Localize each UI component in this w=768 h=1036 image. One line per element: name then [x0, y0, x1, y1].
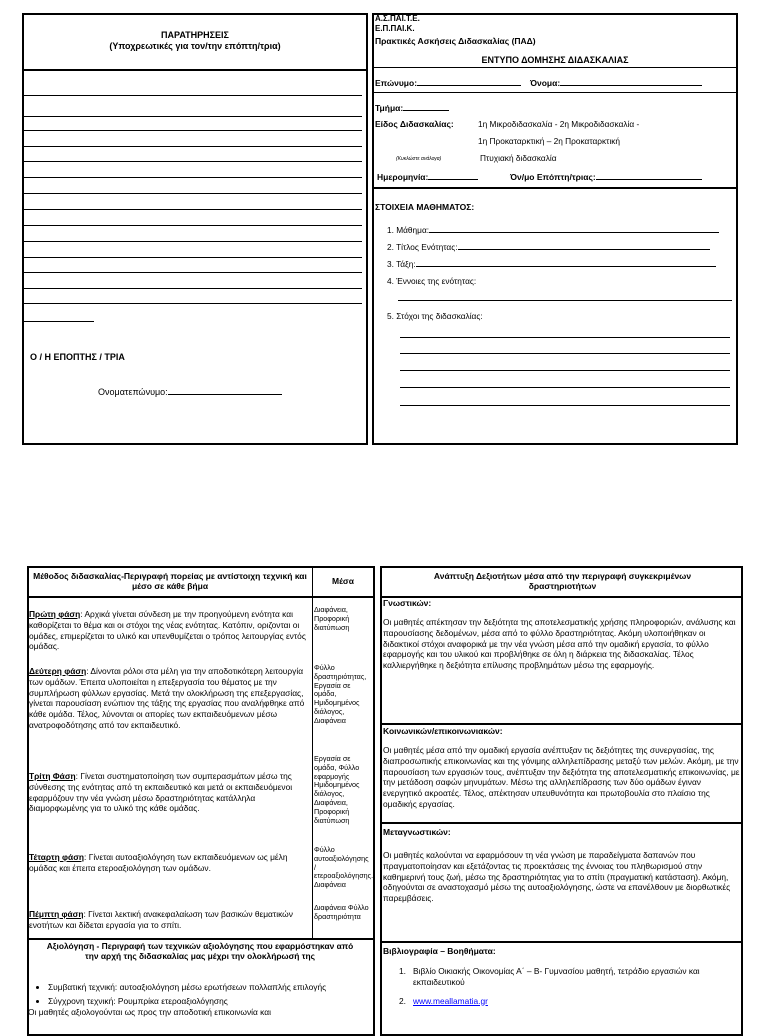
- write-line: [24, 177, 362, 178]
- bibliography-list: 1. Βιβλίο Οικιακής Οικονομίας Α΄ – Β- Γυμνασίου μαθητή, τετράδιο εργασιών και εκπαιδευτικού 2. www.meallamatia.gr: [399, 966, 700, 1006]
- lesson-item: 3. Τάξη:: [387, 258, 716, 269]
- write-line: [24, 241, 362, 242]
- write-line: [398, 300, 732, 301]
- write-line: [400, 405, 730, 406]
- write-line: [24, 209, 362, 210]
- divider: [28, 938, 374, 940]
- assessment-item: • Συμβατική τεχνική: αυτοαξιολόγηση μέσω ερωτήσεων πολλαπλής επιλογής: [48, 982, 365, 993]
- divider: [373, 187, 737, 189]
- assessment-item: • Σύγχρονη τεχνική: Ρουμπρίκα ετεροαξιολόγησης: [48, 996, 365, 1007]
- write-line: [400, 370, 730, 371]
- write-line: [24, 130, 362, 131]
- means-header: Μέσα: [332, 576, 354, 586]
- divider: [373, 67, 737, 68]
- lesson-item: 2. Τίτλος Ενότητας:: [387, 241, 710, 252]
- supervisor-name-label: Ονοματεπώνυμο:: [98, 386, 282, 397]
- section-field: Τμήμα:: [375, 102, 449, 113]
- observations-title: ΠΑΡΑΤΗΡΗΣΕΙΣ: [161, 30, 229, 40]
- phase-4-means: Φύλλο αυτοαξιολόγησης / ετεροαξιολόγησης. Διαφάνεια: [314, 845, 374, 890]
- lesson-item: 5. Στόχοι της διδασκαλίας:: [387, 311, 483, 321]
- program-name: Πρακτικές Ασκήσεις Διδασκαλίας (ΠΑΔ): [375, 36, 536, 46]
- write-line: [24, 272, 362, 273]
- write-line: [24, 225, 362, 226]
- divider: [381, 596, 742, 598]
- write-line: [24, 193, 362, 194]
- teaching-type-option: 1η Μικροδιδασκαλία - 2η Μικροδιδασκαλία -: [478, 119, 640, 129]
- supervisor-heading: Ο / Η ΕΠΟΠΤΗΣ / ΤΡΙΑ: [30, 352, 125, 362]
- supervisor-field: Όν/μο Επόπτη/τριας:: [510, 171, 702, 182]
- teaching-type-option: 1η Προκαταρκτική – 2η Προκαταρκτική: [478, 136, 621, 146]
- divider: [381, 822, 742, 824]
- phase-3-means: Εργασία σε ομάδα, Φύλλο εφαρμογής Ημιδομημένος διάλογος, Διαφάνεια, Προφορική διατύπωση: [314, 754, 360, 825]
- assessment-list: [30, 982, 365, 1017]
- lesson-item: 4. Έννοιες της ενότητας:: [387, 276, 477, 286]
- cognitive-text: Οι μαθητές απέκτησαν την δεξιότητα της αποτελεσματικής χρήσης πληροφοριών, ανάλυσης και παρουσίασης δεδομένων, μέσα από το φύλλο δραστηριότητας. Ακόμη υλοποιήθηκαν οι διδακτικοί στόχοι αναφορικά με την νέα γνώση μέσα από την ομαδική εργασία, το φύλλο εφαρμογής και του υλικού και προβλήθηκε σε όλη η διάρκεια της διδασκαλίας. Τέλος καλλιεργήθηκε η δεξιότητα επίλυσης προβλημάτων μέσω της εφαρμογής.: [383, 617, 736, 671]
- skills-header: Ανάπτυξη Δεξιοτήτων μέσα από την περιγραφή συγκεκριμένων δραστηριοτήτων: [433, 571, 692, 591]
- assessment-tail: Οι μαθητές αξιολογούνται ως προς την αποδοτική επικοινωνία και: [28, 1006, 271, 1017]
- method-header: Μέθοδος διδασκαλίας-Περιγραφή πορείας με αντίστοιχη τεχνική και μέσο σε κάθε βήμα: [33, 571, 307, 591]
- write-line: [24, 116, 362, 117]
- divider: [381, 941, 742, 943]
- bibliography-item: Βιβλίο Οικιακής Οικονομίας Α΄ – Β- Γυμνασίου μαθητή, τετράδιο εργασιών και εκπαιδευτικού: [413, 966, 700, 987]
- write-line: [400, 387, 730, 388]
- divider: [28, 596, 374, 598]
- phase-1: Πρώτη φάση: Αρχικά γίνεται σύνδεση με την προηγούμενη ενότητα και καθορίζεται το θέμα και οι στόχοι της νέας ενότητας. Κατόπιν, οριζονται οι ομάδες, επιμερίζεται το υλικό και υπενθυμίζεται ο τρόπος λειτουργίας εντός ομάδας.: [29, 609, 306, 652]
- bibliography-heading: Βιβλιογραφία – Βοηθήματα:: [383, 946, 496, 956]
- cognitive-title: Γνωστικών:: [383, 598, 432, 608]
- phase-2-means: Φύλλο δραστηριότητας, Εργασία σε ομάδα, Ημιδομημένος διάλογος, Διαφάνεια: [314, 663, 367, 725]
- metacognitive-text: Οι μαθητές καλούνται να εφαρμόσουν τη νέα γνώση με παραδείγματα δαπανών που πραγματοποίησαν και εξετάζοντας τις προεκτάσεις της έννοιας του πληθωρισμού στην καθημερινή τους ζωή, μέσω της δραστηριότητας για το σπίτι (πραγματική κατάσταση). Ακόμη, οδηγούνται σε αναστοχασμό μέσω της αυτοαξιολόγησης, ώστε να επανέλθουν με διορθωτικές παρεμβάσεις.: [383, 850, 731, 904]
- write-line: [24, 257, 362, 258]
- metacognitive-title: Μεταγνωστικών:: [383, 827, 451, 837]
- lesson-item: 1. Μάθημα:: [387, 224, 719, 235]
- write-line: [24, 146, 362, 147]
- phase-4: Τέταρτη φάση: Γίνεται αυτοαξιολόγηση των εκπαιδευόμενων ως μέλη ομάδας και έπειτα ετεροαξιολόγηση των ομάδων.: [29, 852, 288, 873]
- write-line: [24, 321, 94, 322]
- org-name-2: Ε.Π.ΠΑΙ.Κ.: [375, 24, 415, 33]
- write-line: [24, 161, 362, 162]
- bibliography-link[interactable]: www.meallamatia.gr: [413, 995, 488, 1006]
- observations-box: [22, 13, 368, 445]
- surname-field: Επώνυμο:: [375, 77, 521, 88]
- observations-header-divider: [23, 69, 367, 71]
- lesson-heading: ΣΤΟΙΧΕΙΑ ΜΑΘΗΜΑΤΟΣ:: [375, 202, 475, 212]
- write-line: [24, 95, 362, 96]
- divider: [373, 92, 737, 93]
- write-line: [400, 337, 730, 338]
- social-text: Οι μαθητές μέσα από την ομαδική εργασία ανέπτυξαν τις δεξιότητες της συνεργασίας, της διαπροσωπικής επικοινωνίας και της γόνιμης αλληλεπίδρασης μεταξύ των μελών. Ακόμη, με την παρουσίαση των εργασιών τους, ανέπτυξαν την δεξιότητα της αποτελεσματικής επικοινωνίας, με την μετάδοση σαφών μηνυμάτων. Μέσω της αλληλεπίδρασης των δύο ομάδων έγιναν ενεργητικό ακροατές. Τέλος, απέκτησαν υπευθυνότητα και πρωτοβουλία στο πλαίσιο της ομαδικής εργασίας.: [383, 745, 740, 809]
- form-title: ΕΝΤΥΠΟ ΔΟΜΗΣΗΣ ΔΙΔΑΣΚΑΛΙΑΣ: [481, 55, 629, 65]
- observations-subtitle: (Υποχρεωτικές για τον/την επόπτη/τρια): [109, 41, 281, 51]
- circle-note: (Κυκλώστε ανάλογα): [396, 156, 442, 162]
- phase-5-means: Διαφάνεια Φύλλο δραστηριότητα: [314, 903, 369, 921]
- write-line: [24, 303, 362, 304]
- write-line: [400, 353, 730, 354]
- teaching-type-option: Πτυχιακή διδασκαλία: [480, 153, 557, 163]
- phase-1-means: Διαφάνεια, Προφορική διατύπωση: [314, 605, 350, 632]
- write-line: [24, 288, 362, 289]
- social-title: Κοινωνικών/επικοινωνιακών:: [383, 726, 503, 736]
- phase-5: Πέμπτη φάση: Γίνεται λεκτική ανακεφαλαίωση των βασικών θεματικών ενοτήτων και δίδεται εργασία για το σπίτι.: [29, 909, 293, 930]
- phase-2: Δεύτερη φάση: Δίνονται ρόλοι στα μέλη για την αποδοτικότερη λειτουργία των ομάδων. Έπειτα υλοποιείται η επεξεργασία του θέματος με την συμπλήρωση φύλλων εργασίας. Μετά την ολοκλήρωση της επεξεργασίας, γίνεται παρουσίαση ενώπιον της τάξης της εργασίας που αναλήφθηκε από κάθε ομάδα. Τέλος, λύνονται οι απορίες των εκπαιδευόμενων μέσω ανατροφοδότησης από τον εκπαιδευτικό.: [29, 666, 305, 730]
- teaching-type-label: Είδος Διδασκαλίας:: [375, 119, 454, 129]
- date-field: Ημερομηνία:: [377, 171, 478, 182]
- firstname-field: Όνομα:: [530, 77, 702, 88]
- divider: [381, 723, 742, 725]
- column-divider: [312, 567, 313, 938]
- phase-3: Τρίτη Φάση: Γίνεται συστηματοποίηση των συμπερασμάτων μέσω της σύνθεσης της ενότητας από τη εκπαιδευτικό και μετά οι εκπαιδευόμενοι εφαρμόζουν την νέα γνώση μέσω δραστηριότητας κατάλληλα διαμορφωμένης για το υλικό της κάθε ομάδας.: [29, 771, 293, 814]
- assessment-heading: Αξιολόγηση - Περιγραφή των τεχνικών αξιολόγησης που εφαρμόστηκαν από την αρχή της διδασκαλίας μας μέχρι την ολοκλήρωσή της: [46, 941, 354, 961]
- org-name-1: Α.Σ.ΠΑΙ.Τ.Ε.: [375, 14, 420, 23]
